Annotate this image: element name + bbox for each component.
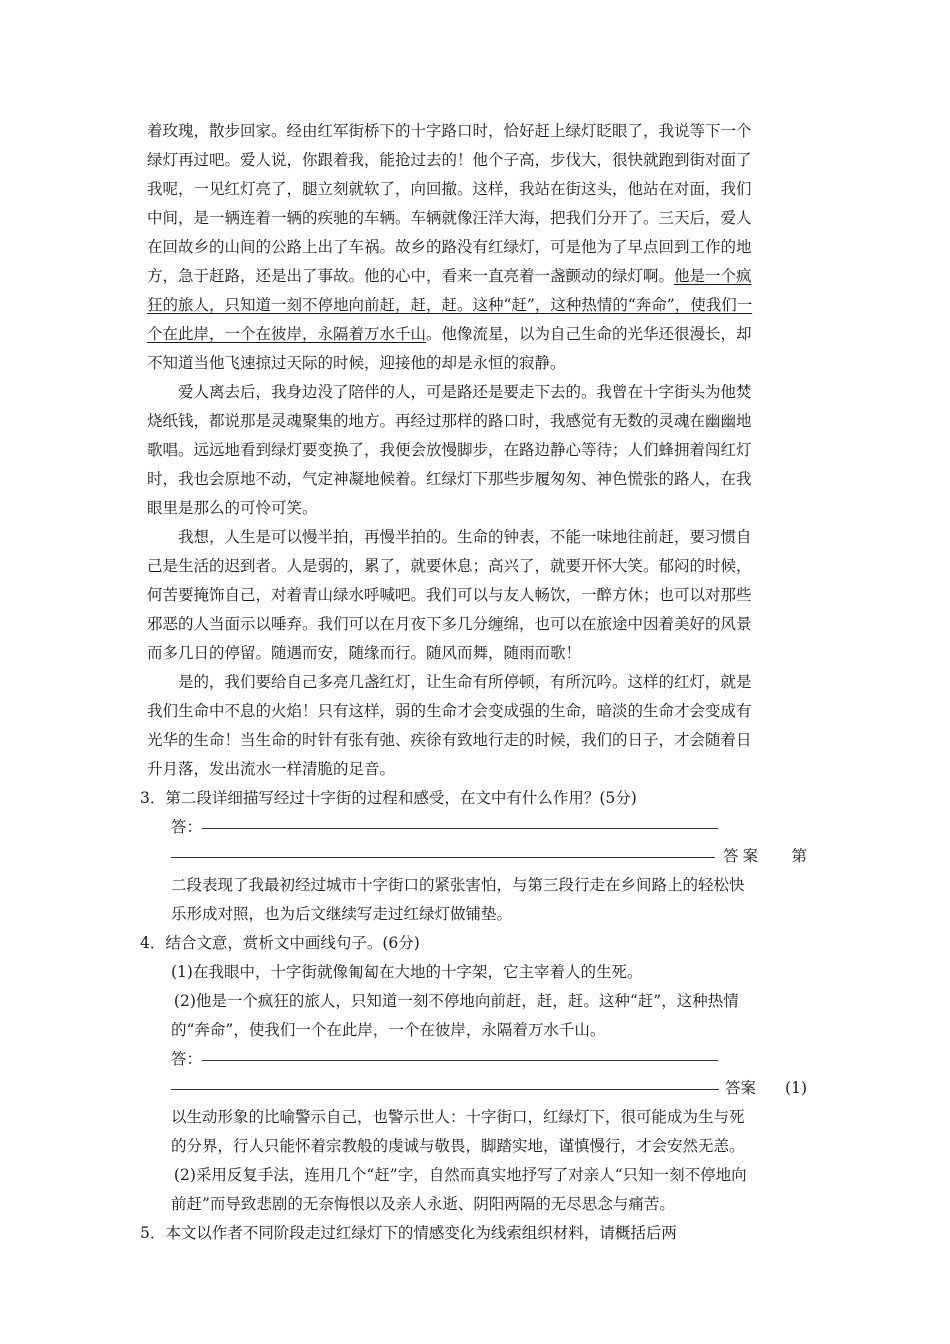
answer-prefix: 答： xyxy=(171,1050,203,1068)
text-line: 升月落，发出流水一样清脆的足音。 xyxy=(147,760,396,778)
answer-key-text: (2)采用反复手法，连用几个“赶”字，自然而真实地抒写了对亲人“只知一刻不停地向 xyxy=(169,1166,747,1184)
text-line: 我们生命中不息的火焰！只有这样，弱的生命才会变成强的生命，暗淡的生命才会变成有 xyxy=(147,702,752,720)
answer-key-label: 答案 xyxy=(723,847,763,865)
document-page xyxy=(140,117,807,1248)
text-line: 在回故乡的山间的公路上出了车祸。故乡的路没有红绿灯，可是他为了早点回到工作的地 xyxy=(147,238,752,256)
answer-key-text: 以生动形象的比喻警示自己，也警示世人：十字街口，红绿灯下，很可能成为生与死 xyxy=(171,1108,745,1126)
answer-key-text: 乐形成对照，也为后文继续写走过红绿灯做铺垫。 xyxy=(171,905,513,923)
text-line: 爱人离去后，我身边没了陪伴的人，可是路还是要走下去的。我曾在十字街头为他焚 xyxy=(178,383,752,401)
answer-key-text: 第 xyxy=(791,847,807,865)
answer-row xyxy=(140,842,807,871)
answer-key-text: 前赶”而导致悲剧的无奈悔恨以及亲人永逝、阴阳两隔的无尽思念与痛苦。 xyxy=(171,1195,675,1213)
answer-row xyxy=(140,813,807,842)
text-line: 烧纸钱，都说那是灵魂聚集的地方。再经过那样的路口时，我感觉有无数的灵魂在幽幽地 xyxy=(147,412,752,430)
question-subitem: (1)在我眼中，十字街就像匍匐在大地的十字架，它主宰着人的生死。 xyxy=(171,963,643,981)
question-4 xyxy=(140,929,807,1219)
answer-key-text: 二段表现了我最初经过城市十字街口的紧张害怕，与第三段行走在乡间路上的轻松快 xyxy=(171,876,745,894)
passage-paragraph-4 xyxy=(147,668,807,784)
text-line: 是的，我们要给自己多亮几盏红灯，让生命有所停顿，有所沉吟。这样的红灯，就是 xyxy=(178,673,752,691)
text-line xyxy=(147,262,807,291)
text-line xyxy=(147,291,807,320)
text-line: 绿灯再过吧。爱人说，你跟着我，能抢过去的！他个子高，步伐大，很快就跑到街对面了 xyxy=(147,151,752,169)
text-segment: 。他像流星，以为自己生命的光华还很漫长，却 xyxy=(426,325,752,343)
answer-key-text: (1) xyxy=(785,1079,807,1097)
text-line: 眼里是那么的可怜可笑。 xyxy=(147,499,318,517)
underlined-sentence: 他是一个疯 xyxy=(674,267,752,285)
answer-key-text: 的分界，行人只能怀着宗教般的虔诚与敬畏，脚踏实地，谨慎慢行，才会安然无恙。 xyxy=(171,1137,745,1155)
question-subitem: 的“奔命”，使我们一个在此岸，一个在彼岸，永隔着万水千山。 xyxy=(171,1021,606,1039)
text-line: 不知道当他飞速掠过天际的时候，迎接他的却是永恒的寂静。 xyxy=(147,354,566,372)
question-stem: 5．本文以作者不同阶段走过红绿灯下的情感变化为线索组织材料，请概括后两 xyxy=(140,1224,677,1242)
question-stem: 4．结合文意，赏析文中画线句子。(6分) xyxy=(140,934,420,952)
text-line: 中间，是一辆连着一辆的疾驰的车辆。车辆就像汪洋大海，把我们分开了。三天后，爱人 xyxy=(147,209,752,227)
text-line: 我呢，一见红灯亮了，腿立刻就软了，向回撤。这样，我站在街这头，他站在对面，我们 xyxy=(147,180,752,198)
answer-blank[interactable] xyxy=(171,857,715,858)
question-stem: 3．第二段详细描写经过十字街的过程和感受，在文中有什么作用？(5分) xyxy=(140,789,637,807)
text-line: 歌唱。远远地看到绿灯要变换了，我便会放慢脚步，在路边静心等待；人们蜂拥着闯红灯 xyxy=(147,441,752,459)
question-subitem: (2)他是一个疯狂的旅人，只知道一刻不停地向前赶，赶，赶。这种“赶”，这种热情 xyxy=(169,992,739,1010)
answer-blank[interactable] xyxy=(171,1089,719,1090)
underlined-sentence: 个在此岸，一个在彼岸，永隔着万水千山 xyxy=(147,325,427,343)
answer-key-label: 答案 xyxy=(725,1079,757,1097)
text-line: 何苦要掩饰自己，对着青山绿水呼喊吧。我们可以与友人畅饮，一醉方休；也可以对那些 xyxy=(147,586,752,604)
text-line: 我想，人生是可以慢半拍，再慢半拍的。生命的钟表，不能一味地往前赶，要习惯自 xyxy=(178,528,752,546)
question-5 xyxy=(140,1219,807,1248)
passage-paragraph-2 xyxy=(147,378,807,523)
underlined-sentence: 狂的旅人，只知道一刻不停地向前赶，赶，赶。这种“赶”，这种热情的“奔命”，使我们一 xyxy=(147,296,753,314)
passage-paragraph-3 xyxy=(147,523,807,668)
answer-blank[interactable] xyxy=(202,828,718,829)
passage-paragraph-1 xyxy=(147,117,807,378)
answer-row xyxy=(140,1045,807,1074)
text-line: 时，我也会原地不动，气定神凝地候着。红绿灯下那些步履匆匆、神色慌张的路人，在我 xyxy=(147,470,752,488)
text-line: 而多几日的停留。随遇而安，随缘而行。随风而舞，随雨而歌！ xyxy=(147,644,582,662)
text-line xyxy=(147,320,807,349)
answer-prefix: 答： xyxy=(171,818,203,836)
answer-blank[interactable] xyxy=(202,1060,718,1061)
text-line: 光华的生命！当生命的时针有张有弛、疾徐有致地行走的时候，我们的日子，才会随着日 xyxy=(147,731,752,749)
text-segment: 方，急于赶路，还是出了事故。他的心中，看来一直亮着一盏颤动的绿灯啊。 xyxy=(147,267,675,285)
text-line: 着玫瑰，散步回家。经由红军街桥下的十字路口时，恰好赶上绿灯眨眼了，我说等下一个 xyxy=(147,122,752,140)
answer-row xyxy=(140,1074,807,1103)
text-line: 己是生活的迟到者。人是弱的，累了，就要休息；高兴了，就要开怀大笑。郁闷的时候， xyxy=(147,557,752,575)
question-3 xyxy=(140,784,807,929)
text-line: 邪恶的人当面示以唾弃。我们可以在月夜下多几分缠绵，也可以在旅途中因着美好的风景 xyxy=(147,615,752,633)
